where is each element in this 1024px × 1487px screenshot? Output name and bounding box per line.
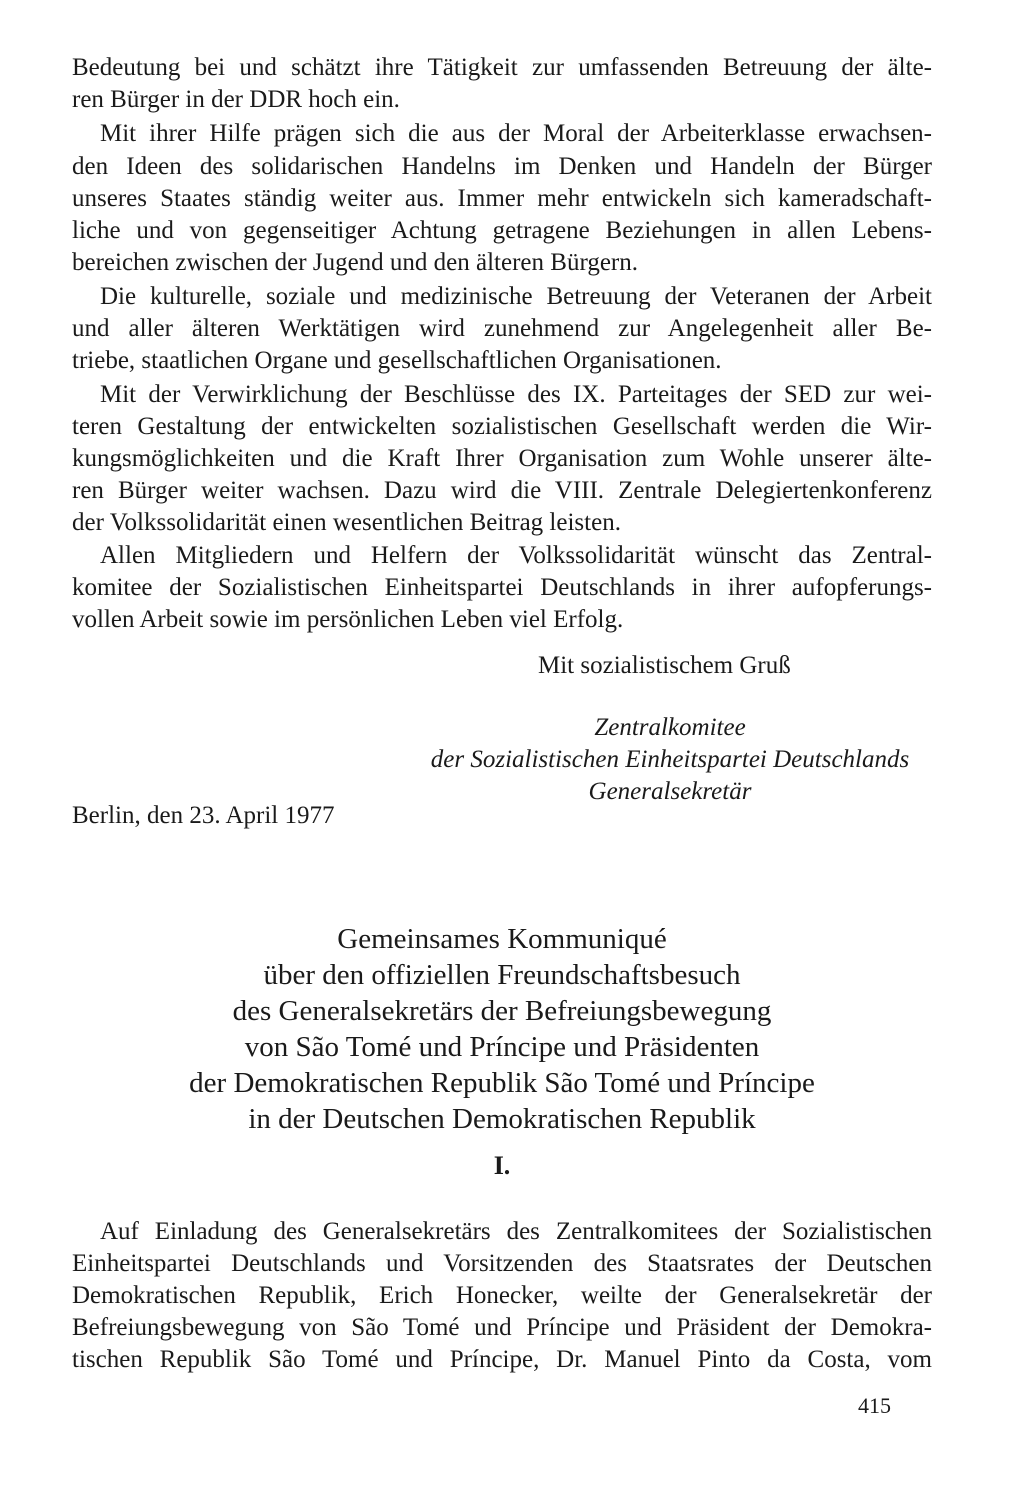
paragraph6-line: Einheitspartei Deutschlands und Vorsitzenden des Staatsrates der Deutschen — [72, 1250, 932, 1277]
paragraph4-line: ren Bürger weiter wachsen. Dazu wird die VIII. Zentrale Delegiertenkonferenz — [72, 477, 932, 504]
heading-line: über den offiziellen Freundschaftsbesuch — [263, 959, 741, 991]
signature-line: Generalsekretär — [588, 778, 752, 805]
signature-line: der Sozialistischen Einheitspartei Deutschlands — [430, 746, 910, 773]
page-number: 415 — [858, 1393, 891, 1418]
date-line: Berlin, den 23. April 1977 — [72, 802, 335, 829]
heading-line: der Demokratischen Republik São Tomé und Príncipe — [189, 1067, 815, 1099]
paragraph6-line: Befreiungsbewegung von São Tomé und Príncipe und Präsident der Demokra- — [72, 1314, 932, 1341]
paragraph4-line: kungsmöglichkeiten und die Kraft Ihrer Organisation zum Wohle unserer älte- — [72, 445, 932, 472]
paragraph6-line: tischen Republik São Tomé und Príncipe, Dr. Manuel Pinto da Costa, vom — [72, 1346, 932, 1373]
heading-line: von São Tomé und Príncipe und Präsidenten — [244, 1031, 760, 1063]
paragraph4-line: Mit der Verwirklichung der Beschlüsse des IX. Parteitages der SED zur wei- — [100, 381, 932, 408]
closing-salutation: Mit sozialistischem Gruß — [538, 652, 791, 679]
signature-line: Zentralkomitee — [594, 714, 746, 741]
paragraph2-line: liche und von gegenseitiger Achtung getragene Beziehungen in allen Lebens- — [72, 217, 932, 244]
paragraph2-line: Mit ihrer Hilfe prägen sich die aus der Moral der Arbeiterklasse erwachsen- — [100, 120, 932, 147]
paragraph4-line: der Volkssolidarität einen wesentlichen Beitrag leisten. — [72, 509, 621, 536]
paragraph6-line: Demokratischen Republik, Erich Honecker, weilte der Generalsekretär der — [72, 1282, 932, 1309]
paragraph6-line: Auf Einladung des Generalsekretärs des Zentralkomitees der Sozialistischen — [100, 1218, 932, 1245]
paragraph2-line: den Ideen des solidarischen Handelns im Denken und Handeln der Bürger — [72, 153, 932, 180]
heading-line: des Generalsekretärs der Befreiungsbewegung — [232, 995, 772, 1027]
paragraph4-line: teren Gestaltung der entwickelten sozialistischen Gesellschaft werden die Wir- — [72, 413, 932, 440]
section-number: I. — [493, 1151, 511, 1180]
heading-line: Gemeinsames Kommuniqué — [337, 923, 667, 955]
paragraph1-line: ren Bürger in der DDR hoch ein. — [72, 86, 400, 113]
heading-line: in der Deutschen Demokratischen Republik — [248, 1103, 756, 1135]
paragraph5-line: Allen Mitgliedern und Helfern der Volkssolidarität wünscht das Zentral- — [100, 542, 932, 569]
paragraph1-line: Bedeutung bei und schätzt ihre Tätigkeit zur umfassenden Betreuung der älte- — [72, 54, 932, 81]
paragraph3-line: triebe, staatlichen Organe und gesellschaftlichen Organisationen. — [72, 347, 722, 374]
paragraph3-line: und aller älteren Werktätigen wird zunehmend zur Angelegenheit aller Be- — [72, 315, 932, 342]
paragraph5-line: komitee der Sozialistischen Einheitspartei Deutschlands in ihrer aufopferungs- — [72, 574, 932, 601]
paragraph5-line: vollen Arbeit sowie im persönlichen Leben viel Erfolg. — [72, 606, 624, 633]
paragraph3-line: Die kulturelle, soziale und medizinische Betreuung der Veteranen der Arbeit — [100, 283, 932, 310]
paragraph2-line: unseres Staates ständig weiter aus. Immer mehr entwickeln sich kameradschaft- — [72, 185, 932, 212]
paragraph2-line: bereichen zwischen der Jugend und den älteren Bürgern. — [72, 249, 638, 276]
